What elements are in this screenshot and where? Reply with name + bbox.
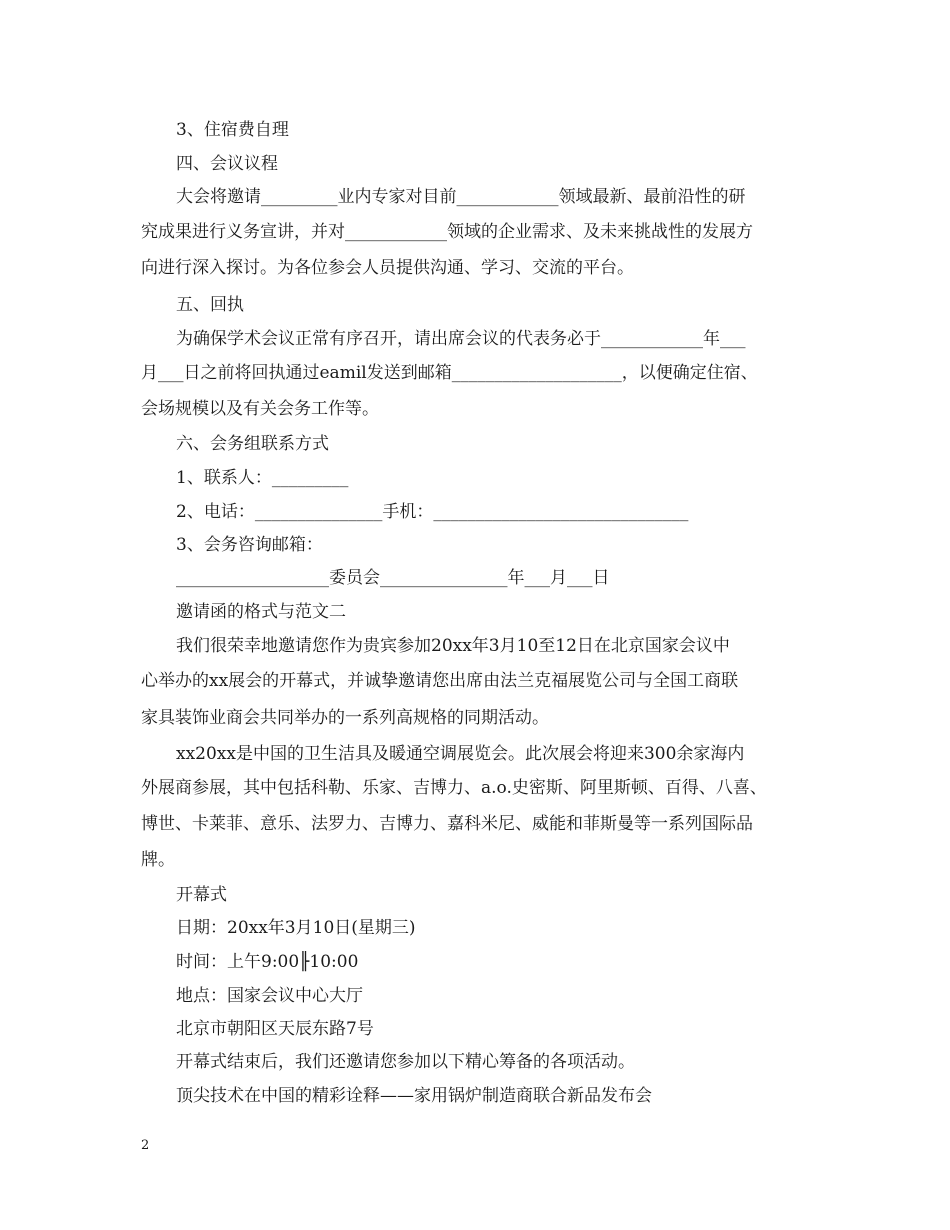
- text-line: 牌。: [141, 850, 175, 870]
- text-line: 家具装饰业商会共同举办的一系列高规格的同期活动。: [141, 708, 549, 728]
- text-line: 究成果进行义务宣讲，并对____________领域的企业需求、及未来挑战性的发展方: [141, 222, 753, 242]
- section-heading: 邀请函的格式与范文二: [176, 602, 346, 622]
- text-line: 地点：国家会议中心大厅: [176, 986, 363, 1006]
- text-line: 向进行深入探讨。为各位参会人员提供沟通、学习、交流的平台。: [141, 258, 634, 278]
- text-line: 2、电话：_______________手机：______________________________: [176, 502, 689, 522]
- text-line: 北京市朝阳区天辰东路7号: [176, 1019, 374, 1039]
- text-line: 为确保学术会议正常有序召开，请出席会议的代表务必于____________年___: [176, 329, 746, 349]
- page-number: 2: [141, 1138, 150, 1153]
- section-heading: 五、回执: [176, 295, 244, 315]
- text-line: __________________委员会_______________年___月___日: [176, 568, 610, 588]
- text-line: 月___日之前将回执通过eamil发送到邮箱____________________，以便确定住宿、: [141, 363, 758, 383]
- text-line: 3、会务咨询邮箱：: [176, 535, 323, 555]
- section-heading: 开幕式: [176, 885, 227, 905]
- text-line: 日期：20xx年3月10日(星期三): [176, 918, 416, 938]
- text-line: 1、联系人：_________: [176, 468, 349, 488]
- text-line: 大会将邀请_________业内专家对目前____________领域最新、最前沿性的研: [176, 187, 746, 207]
- text-line: 我们很荣幸地邀请您作为贵宾参加20xx年3月10至12日在北京国家会议中: [176, 636, 730, 656]
- text-line: 心举办的xx展会的开幕式，并诚挚邀请您出席由法兰克福展览公司与全国工商联: [141, 671, 739, 691]
- text-line: 开幕式结束后，我们还邀请您参加以下精心筹备的各项活动。: [176, 1052, 635, 1072]
- text-line: 顶尖技术在中国的精彩诠释——家用锅炉制造商联合新品发布会: [176, 1086, 652, 1106]
- text-line: 时间：上午9:00╟10:00: [176, 952, 359, 972]
- section-heading: 六、会务组联系方式: [176, 434, 329, 454]
- text-line: xx20xx是中国的卫生洁具及暖通空调展览会。此次展会将迎来300余家海内: [176, 744, 745, 764]
- text-line: 博世、卡莱菲、意乐、法罗力、吉博力、嘉科米尼、威能和菲斯曼等一系列国际品: [141, 814, 753, 834]
- text-line: 3、住宿费自理: [176, 120, 289, 140]
- section-heading: 四、会议议程: [176, 154, 278, 174]
- text-line: 会场规模以及有关会务工作等。: [141, 399, 379, 419]
- text-line: 外展商参展，其中包括科勒、乐家、吉博力、a.o.史密斯、阿里斯顿、百得、八喜、: [141, 778, 767, 798]
